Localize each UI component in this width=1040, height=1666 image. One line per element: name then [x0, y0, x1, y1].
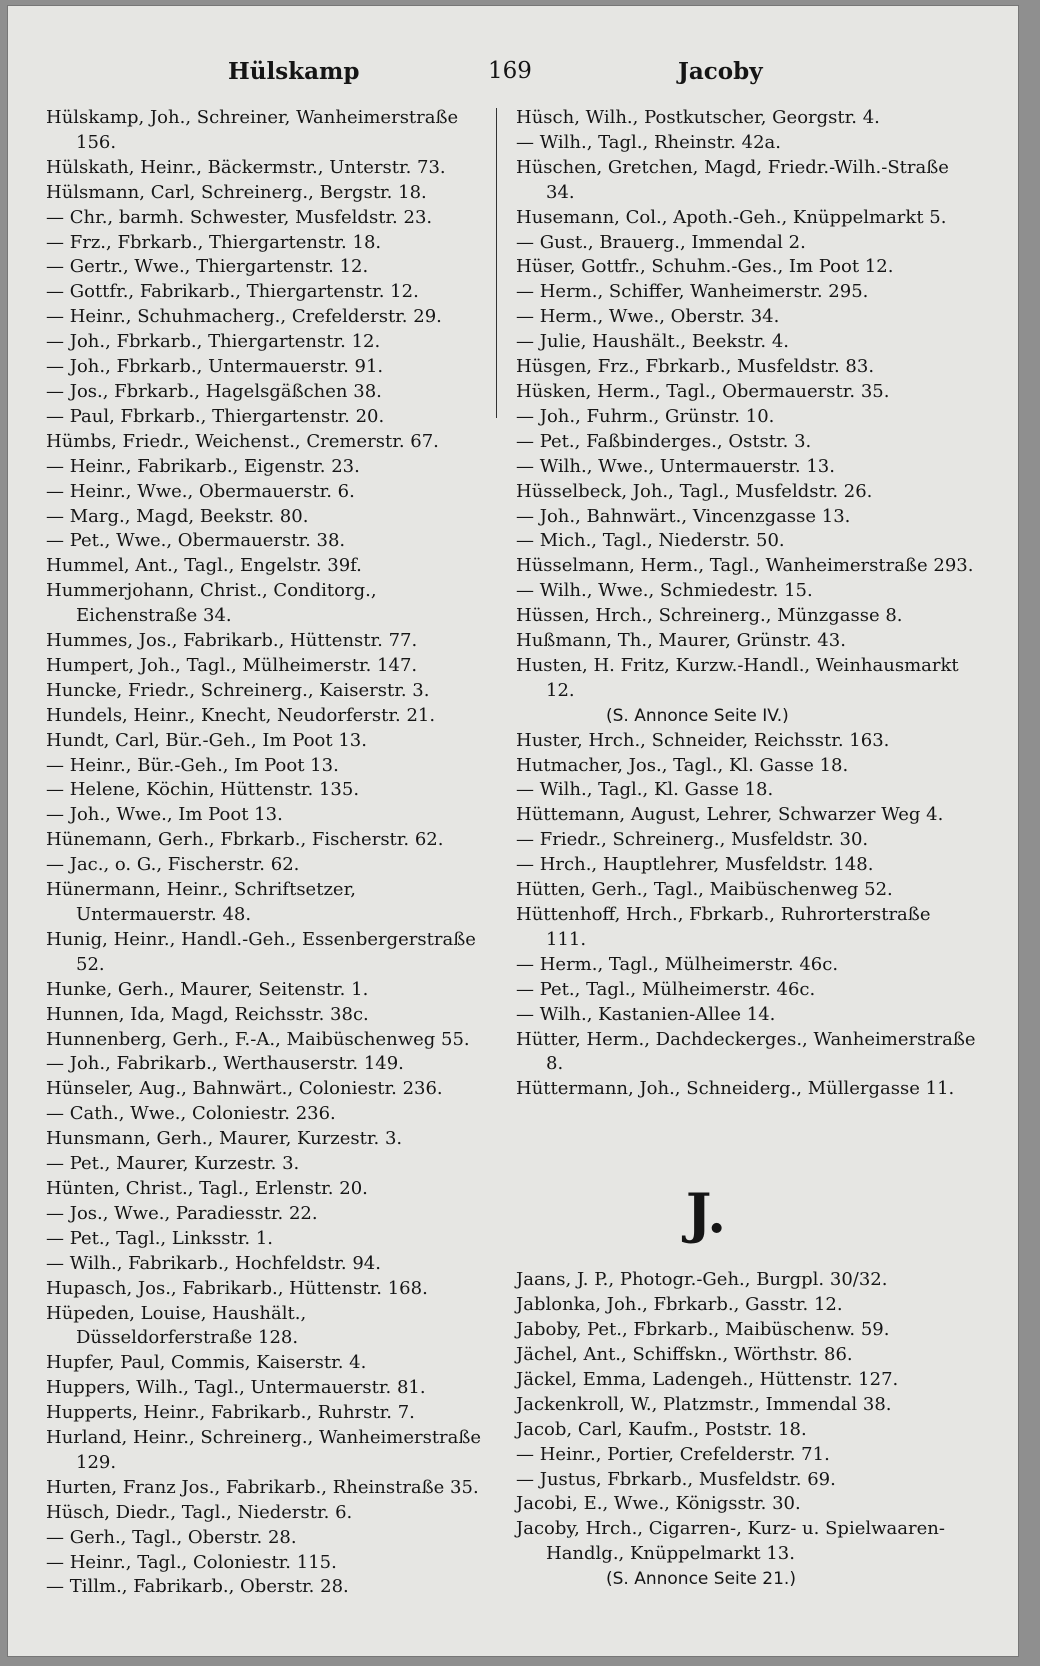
directory-entry: Hüsken, Herm., Tagl., Obermauerstr. 35. — [516, 380, 890, 402]
header-right-keyword: Jacoby — [678, 58, 763, 85]
right-entries — [516, 106, 976, 1102]
directory-entry: — Frz., Fbrkarb., Thiergartenstr. 18. — [46, 231, 382, 253]
directory-entry: Humpert, Joh., Tagl., Mülheimerstr. 147. — [46, 654, 418, 676]
directory-entry: — Pet., Tagl., Linksstr. 1. — [46, 1227, 274, 1249]
directory-entry: Hunsmann, Gerh., Maurer, Kurzestr. 3. — [46, 1128, 403, 1150]
header-left-keyword: Hülskamp — [228, 58, 360, 85]
directory-entry: — Tillm., Fabrikarb., Oberstr. 28. — [46, 1576, 349, 1598]
directory-entry: Jäckel, Emma, Ladengeh., Hüttenstr. 127. — [516, 1368, 899, 1390]
directory-entry: — Gerh., Tagl., Oberstr. 28. — [46, 1526, 297, 1548]
directory-entry: Jächel, Ant., Schiffskn., Wörthstr. 86. — [516, 1343, 853, 1365]
right-column — [516, 106, 976, 1592]
section-letter-j: J. — [685, 1181, 727, 1246]
directory-entry: — Joh., Bahnwärt., Vincenzgasse 13. — [516, 505, 851, 527]
directory-entry: Hummel, Ant., Tagl., Engelstr. 39f. — [46, 555, 362, 577]
directory-entry: — Herm., Tagl., Mülheimerstr. 46c. — [516, 953, 839, 975]
directory-entry: Hurland, Heinr., Schreinerg., Wanheimerstraße 129. — [46, 1427, 482, 1473]
directory-entry: Huncke, Friedr., Schreinerg., Kaiserstr. 3. — [46, 679, 430, 701]
directory-entry: — Wilh., Wwe., Schmiedestr. 15. — [516, 580, 813, 602]
directory-entry: Jacobi, E., Wwe., Königsstr. 30. — [516, 1493, 801, 1515]
directory-entry: — Jos., Fbrkarb., Hagelsgäßchen 38. — [46, 380, 382, 402]
directory-entry: Hunnenberg, Gerh., F.-A., Maibüschenweg 55. — [46, 1028, 470, 1050]
directory-entry: — Heinr., Tagl., Coloniestr. 115. — [46, 1551, 337, 1573]
directory-entry: Hüttermann, Joh., Schneiderg., Müllergasse 11. — [516, 1078, 955, 1100]
directory-entry: — Gottfr., Fabrikarb., Thiergartenstr. 12. — [46, 281, 419, 303]
directory-entry: — Mich., Tagl., Niederstr. 50. — [516, 530, 785, 552]
directory-entry: — Hrch., Hauptlehrer, Musfeldstr. 148. — [516, 854, 874, 876]
directory-entry: Hundt, Carl, Bür.-Geh., Im Poot 13. — [46, 729, 367, 751]
directory-entry: — Herm., Wwe., Oberstr. 34. — [516, 306, 780, 328]
directory-entry: Hunke, Gerh., Maurer, Seitenstr. 1. — [46, 978, 369, 1000]
directory-entry: — Heinr., Portier, Crefelderstr. 71. — [516, 1443, 830, 1465]
directory-entry: Jablonka, Joh., Fbrkarb., Gasstr. 12. — [516, 1294, 843, 1316]
directory-entry: Hunig, Heinr., Handl.-Geh., Essenbergerstraße 52. — [46, 928, 476, 975]
directory-entry: — Pet., Maurer, Kurzestr. 3. — [46, 1153, 300, 1175]
directory-entry: — Julie, Haushält., Beekstr. 4. — [516, 331, 790, 353]
directory-entry: — Marg., Magd, Beekstr. 80. — [46, 505, 309, 527]
directory-entry: Hümbs, Friedr., Weichenst., Cremerstr. 67. — [46, 430, 439, 452]
directory-entry: — Joh., Fbrkarb., Thiergartenstr. 12. — [46, 331, 381, 353]
directory-entry: — Helene, Köchin, Hüttenstr. 135. — [46, 779, 360, 801]
page-header — [48, 58, 978, 98]
directory-entry: Jacob, Carl, Kaufm., Poststr. 18. — [516, 1418, 807, 1440]
directory-entry: Jacoby, Hrch., Cigarren-, Kurz- u. Spielwaaren-Handlg., Knüppelmarkt 13. — [516, 1518, 945, 1565]
directory-entry: Hupfer, Paul, Commis, Kaiserstr. 4. — [46, 1352, 367, 1374]
directory-entry: — Chr., barmh. Schwester, Musfeldstr. 23. — [46, 206, 433, 228]
directory-entry: Hüttemann, August, Lehrer, Schwarzer Weg 4. — [516, 804, 944, 826]
directory-entry: Huster, Hrch., Schneider, Reichsstr. 163. — [516, 729, 890, 751]
directory-entry: Jackenkroll, W., Platzmstr., Immendal 38. — [516, 1393, 892, 1415]
directory-entry: Hummes, Jos., Fabrikarb., Hüttenstr. 77. — [46, 630, 418, 652]
directory-entry: — Cath., Wwe., Coloniestr. 236. — [46, 1103, 336, 1125]
directory-entry: — Herm., Schiffer, Wanheimerstr. 295. — [516, 281, 869, 303]
directory-entry: — Heinr., Schuhmacherg., Crefelderstr. 29. — [46, 306, 442, 328]
directory-entry: Hupperts, Heinr., Fabrikarb., Ruhrstr. 7. — [46, 1402, 415, 1424]
directory-entry: — Gust., Brauerg., Immendal 2. — [516, 231, 806, 253]
directory-entry: Hußmann, Th., Maurer, Grünstr. 43. — [516, 630, 846, 652]
directory-entry: — Justus, Fbrkarb., Musfeldstr. 69. — [516, 1468, 836, 1490]
directory-entry: Hünseler, Aug., Bahnwärt., Coloniestr. 236. — [46, 1078, 443, 1100]
directory-entry: — Wilh., Tagl., Rheinstr. 42a. — [516, 131, 782, 153]
directory-entry: Hüschen, Gretchen, Magd, Friedr.-Wilh.-Straße 34. — [516, 156, 949, 203]
directory-entry: Hüpeden, Louise, Haushält., Düsseldorferstraße 128. — [46, 1302, 307, 1349]
directory-entry: — Wilh., Wwe., Untermauerstr. 13. — [516, 455, 835, 477]
directory-entry: — Pet., Wwe., Obermauerstr. 38. — [46, 530, 346, 552]
directory-entry: — Joh., Wwe., Im Poot 13. — [46, 804, 283, 826]
directory-page — [8, 6, 1018, 1656]
directory-entry: Hüsselmann, Herm., Tagl., Wanheimerstraße 293. — [516, 555, 974, 577]
directory-entry: — Wilh., Fabrikarb., Hochfeldstr. 94. — [46, 1252, 381, 1274]
directory-entry: Hüsch, Diedr., Tagl., Niederstr. 6. — [46, 1501, 353, 1523]
column-divider — [496, 108, 497, 418]
directory-entry: — Heinr., Bür.-Geh., Im Poot 13. — [46, 754, 339, 776]
directory-entry: Hüsselbeck, Joh., Tagl., Musfeldstr. 26. — [516, 480, 873, 502]
directory-entry: Jaans, J. P., Photogr.-Geh., Burgpl. 30/32. — [516, 1269, 888, 1291]
directory-entry: Hupasch, Jos., Fabrikarb., Hüttenstr. 168. — [46, 1277, 428, 1299]
directory-entry: Hüsch, Wilh., Postkutscher, Georgstr. 4. — [516, 107, 880, 128]
annonce-note: (S. Annonce Seite 21.) — [606, 1569, 796, 1590]
directory-entry: — Joh., Fbrkarb., Untermauerstr. 91. — [46, 356, 384, 378]
directory-entry: — Friedr., Schreinerg., Musfeldstr. 30. — [516, 829, 869, 851]
directory-entry: Hünten, Christ., Tagl., Erlenstr. 20. — [46, 1177, 368, 1199]
directory-entry: Hunnen, Ida, Magd, Reichsstr. 38c. — [46, 1003, 369, 1025]
left-column — [46, 106, 486, 1600]
directory-entry: Hülskamp, Joh., Schreiner, Wanheimerstraße 156. — [46, 107, 459, 153]
directory-entry: Hüser, Gottfr., Schuhm.-Ges., Im Poot 12. — [516, 256, 894, 278]
directory-entry: — Wilh., Kastanien-Allee 14. — [516, 1003, 776, 1025]
page-number: 169 — [488, 58, 532, 84]
directory-entry: Hünermann, Heinr., Schriftsetzer, Untermauerstr. 48. — [46, 879, 356, 925]
directory-entry: Hutmacher, Jos., Tagl., Kl. Gasse 18. — [516, 754, 849, 776]
directory-entry: — Heinr., Wwe., Obermauerstr. 6. — [46, 480, 355, 502]
directory-entry: — Pet., Faßbinderges., Oststr. 3. — [516, 430, 812, 452]
directory-entry: Hütter, Herm., Dachdeckerges., Wanheimerstraße 8. — [516, 1028, 976, 1075]
annonce-note: (S. Annonce Seite IV.) — [606, 705, 789, 726]
directory-entry: — Joh., Fuhrm., Grünstr. 10. — [516, 405, 775, 427]
directory-entry: Huppers, Wilh., Tagl., Untermauerstr. 81. — [46, 1377, 426, 1399]
directory-entry: Husten, H. Fritz, Kurzw.-Handl., Weinhausmarkt 12. — [516, 654, 959, 701]
directory-entry: — Jac., o. G., Fischerstr. 62. — [46, 854, 300, 876]
directory-entry: Hütten, Gerh., Tagl., Maibüschenweg 52. — [516, 879, 893, 901]
directory-entry: Husemann, Col., Apoth.-Geh., Knüppelmarkt 5. — [516, 206, 947, 228]
directory-entry: — Paul, Fbrkarb., Thiergartenstr. 20. — [46, 405, 385, 427]
directory-entry: Jaboby, Pet., Fbrkarb., Maibüschenw. 59. — [516, 1319, 890, 1341]
j-entries — [516, 1268, 976, 1592]
directory-entry: Hülsmann, Carl, Schreinerg., Bergstr. 18. — [46, 181, 427, 203]
directory-entry: — Gertr., Wwe., Thiergartenstr. 12. — [46, 256, 369, 278]
directory-entry: — Pet., Tagl., Mülheimerstr. 46c. — [516, 978, 816, 1000]
directory-entry: Hüsgen, Frz., Fbrkarb., Musfeldstr. 83. — [516, 356, 875, 378]
directory-entry: — Wilh., Tagl., Kl. Gasse 18. — [516, 779, 774, 801]
directory-entry: Hüttenhoff, Hrch., Fbrkarb., Ruhrorterstraße 111. — [516, 904, 931, 950]
directory-entry: Hundels, Heinr., Knecht, Neudorferstr. 21. — [46, 704, 436, 726]
directory-entry: — Jos., Wwe., Paradiesstr. 22. — [46, 1202, 318, 1224]
directory-entry: Hurten, Franz Jos., Fabrikarb., Rheinstraße 35. — [46, 1476, 479, 1498]
directory-entry: Hülskath, Heinr., Bäckermstr., Unterstr. 73. — [46, 156, 446, 178]
directory-entry: Hüssen, Hrch., Schreinerg., Münzgasse 8. — [516, 605, 903, 627]
directory-entry: Hummerjohann, Christ., Conditorg., Eichenstraße 34. — [46, 580, 377, 627]
directory-entry: — Heinr., Fabrikarb., Eigenstr. 23. — [46, 455, 360, 477]
directory-entry: — Joh., Fabrikarb., Werthauserstr. 149. — [46, 1053, 404, 1075]
directory-entry: Hünemann, Gerh., Fbrkarb., Fischerstr. 62. — [46, 829, 444, 851]
